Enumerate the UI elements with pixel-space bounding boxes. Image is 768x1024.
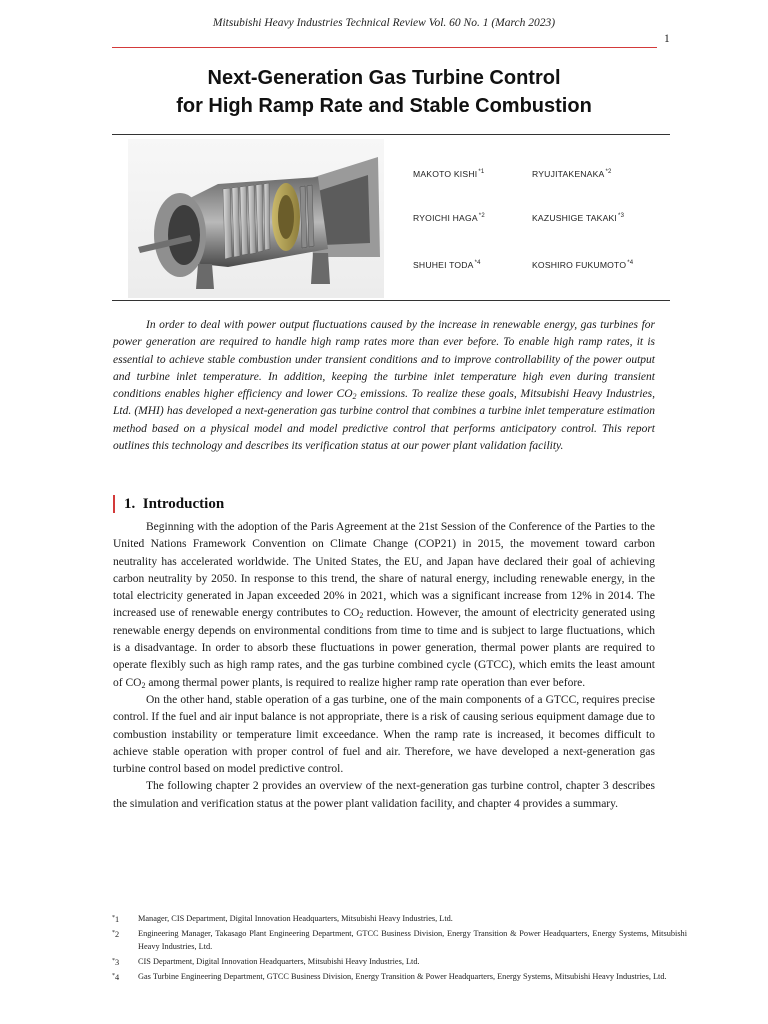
author: RYOICHI HAGA$^{*2}$ [413,213,485,223]
paragraph: The following chapter 2 provides an overview of the next-generation gas turbine control, chapter 3 describes the simulation and verification status at the power plant validation facility, and chapter 4 provides a summary. [113,780,655,810]
header-rule [112,47,657,48]
footnote: *1 Manager, CIS Department, Digital Innovation Headquarters, Mitsubishi Heavy Industries, Ltd. [112,914,453,924]
title-line-1: Next-Generation Gas Turbine Control [207,67,561,89]
author: KAZUSHIGE TAKAKI$^{*3}$ [532,213,625,223]
page-number: 1 [664,33,670,45]
footnotes [112,912,687,985]
paragraph: On the other hand, stable operation of a gas turbine, one of the main components of a GTCC, requires precise control. If the fuel and air input balance is not appropriate, there is a risk of causing serious equipment damage due to combustion instability or temperature limit exceedance. When the ramp rate is increased, it becomes difficult to achieve stable operation with proper control of fuel and air. Therefore, we have developed a next-generation gas turbine control based on model predictive control. [113,693,655,776]
author: SHUHEI TODA$^{*4}$ [413,260,481,270]
paragraph: Beginning with the adoption of the Paris Agreement at the 21st Session of the Conference of the Parties to the United Nations Framework Convention on Climate Change (COP21) in 2015, the movement toward carbon neutrality has accelerated worldwide. The United States, the EU, and Japan have declared their goal of achieving carbon neutrality by 2050. In response to this trend, the share of natural energy, including renewable energy, in the total electricity generated in Japan exceeded 20% in 2021, which was a significant increase from 12% in 2014. The increased use of renewable energy contributes to $CO_2$ reduction. However, the amount of electricity generated using renewable energy depends on environmental conditions from time to time and is subject to large fluctuations, which is a disadvantage. In order to absorb these fluctuations in power generation, thermal power plants are required to operate flexibly such as high ramp rates, and the gas turbine combined cycle (GTCC), which emits the least amount of $CO_2$ among thermal power plants, is required to realize higher ramp rate operation than ever before. [113,521,655,690]
running-header: Mitsubishi Heavy Industries Technical Review Vol. 60 No. 1 (March 2023) [212,17,556,29]
gas-turbine-cutaway-image [128,139,384,298]
footnote: *4 Gas Turbine Engineering Department, GTCC Business Division, Energy Transition & Power Headquarters, Energy Systems, Mitsubishi Heavy Industries, Ltd. [112,972,667,982]
section-heading-introduction: 1. Introduction [113,495,524,513]
abstract-rule [112,300,670,301]
author: KOSHIRO FUKUMOTO$^{*4}$ [532,260,634,270]
title-line-2: for High Ramp Rate and Stable Combustion [176,95,592,117]
abstract: In order to deal with power output fluctuations caused by the increase in renewable energy, gas turbines for power generation are required to handle high ramp rates more than ever before. To enable high ramp rates, it is essential to achieve stable combustion under transient conditions and to improve controllability of the power output and turbine inlet temperature. In addition, keeping the turbine inlet temperature high even during transient conditions enables higher efficiency and lower $CO_2$ emissions. To realize these goals, Mitsubishi Heavy Industries, Ltd. (MHI) has developed a next-generation gas turbine control that combines a turbine inlet temperature estimation method based on a physical model and model predictive control that performs anticipatory control. This report outlines this technology and describes its verification status at our power plant validation facility. [113,319,655,453]
author: MAKOTO KISHI$^{*1}$ [413,169,485,179]
introduction-body [113,519,655,813]
title-rule [112,134,670,135]
footnote: *3 CIS Department, Digital Innovation Headquarters, Mitsubishi Heavy Industries, Ltd. [112,957,420,967]
footnote: *2 Engineering Manager, Takasago Plant Engineering Department, GTCC Business Division, Energy Transition & Power Headquarters, Energy Systems, Mitsubishi Heavy Industries, Ltd. [112,929,687,951]
author: RYUJITAKENAKA$^{*2}$ [532,169,612,179]
paper-title [0,64,768,120]
